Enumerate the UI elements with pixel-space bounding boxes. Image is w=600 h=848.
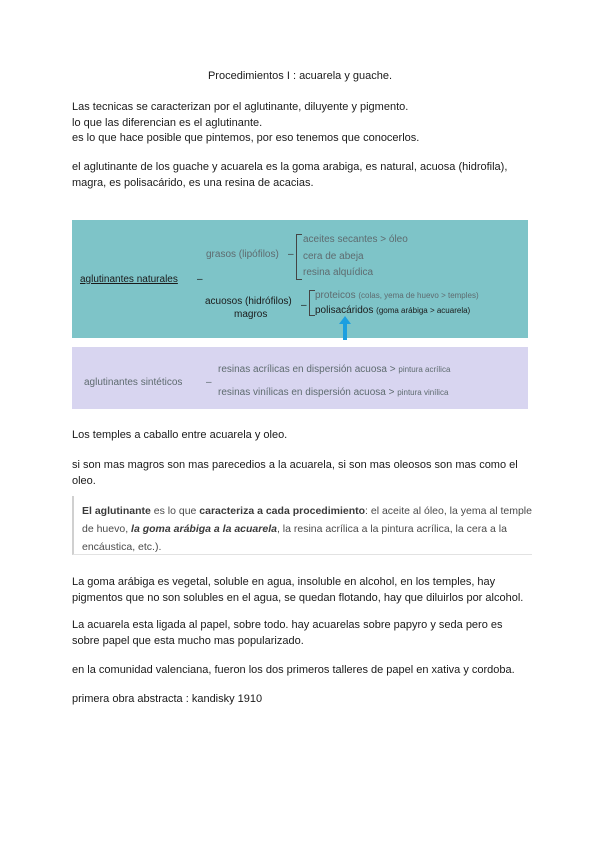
text-line: lo que las diferencian es el aglutinante.: [72, 116, 263, 129]
quote-text-part: , la resina acrílica a la pintura acrílica, la cera a la encáustica, etc.).: [82, 523, 507, 553]
dash: –: [206, 377, 212, 388]
quote-box: [72, 496, 532, 555]
synthetic-item-note: pintura acrílica: [398, 365, 451, 374]
quote-text-part: : el aceite al óleo, la yema al temple de huevo,: [82, 505, 532, 535]
magros-paragraph: [72, 458, 532, 489]
grasos-label: grasos (lipófilos): [206, 249, 279, 260]
grasos-bracket: [296, 234, 302, 280]
synthetic-item: resinas vinílicas en dispersión acuosa >: [218, 387, 395, 398]
intro-paragraph: [72, 100, 532, 147]
text-line: Las tecnicas se caracterizan por el aglutinante, diluyente y pigmento.: [72, 101, 409, 113]
quote-bold: El aglutinante: [82, 505, 151, 517]
synthetic-binders-label: aglutinantes sintéticos: [84, 377, 183, 388]
dash: –: [301, 300, 307, 311]
text-line: es lo que hace posible que pintemos, por eso tenemos que conocerlos.: [72, 132, 420, 144]
quote-text: [82, 502, 532, 556]
binder-paragraph: [72, 160, 532, 191]
grasos-item: aceites secantes > óleo: [303, 234, 408, 245]
goma-paragraph: [72, 575, 532, 606]
natural-binders-label: aglutinantes naturales: [80, 274, 178, 285]
grasos-item: resina alquídica: [303, 267, 374, 278]
up-arrow-shaft: [343, 320, 347, 340]
proteicos-label: proteicos: [315, 290, 356, 301]
document-title: Procedimientos I : acuarela y guache.: [207, 70, 393, 82]
text-line: el aglutinante de los guache y acuarela es la goma arabiga, es natural, acuosa (hidrofila),: [72, 161, 508, 173]
polisacaridos-note: (goma arábiga > acuarela): [376, 306, 471, 315]
quote-bold-italic: la goma arábiga a la acuarela: [131, 523, 277, 535]
text-line: La acuarela esta ligada al papel, sobre todo. hay acuarelas sobre papyro y seda pero es: [72, 619, 503, 631]
abstracta-paragraph: primera obra abstracta : kandisky 1910: [72, 693, 263, 705]
text-line: oleo.: [72, 474, 96, 487]
quote-text-part: es lo que: [150, 505, 200, 517]
quote-bold: caracteriza a cada procedimiento: [199, 505, 366, 517]
acuarela-paragraph: [72, 618, 532, 649]
text-line: sobre papel que esta mucho mas popularizado.: [72, 634, 304, 647]
temples-paragraph: Los temples a caballo entre acuarela y oleo.: [72, 429, 288, 441]
magros-label: magros: [234, 309, 268, 320]
synthetic-item-note: pintura vinílica: [397, 388, 449, 397]
text-line: si son mas magros son mas parecedios a la acuarela, si son mas oleosos son mas como el: [72, 459, 518, 471]
valenciana-paragraph: en la comunidad valenciana, fueron los dos primeros talleres de papel en xativa y cordoba.: [72, 664, 515, 676]
grasos-item: cera de abeja: [303, 251, 364, 262]
text-line: La goma arábiga es vegetal, soluble en agua, insoluble en alcohol, en los temples, hay: [72, 576, 496, 588]
dash: –: [288, 249, 294, 260]
dash: –: [197, 274, 203, 285]
proteicos-note: (colas, yema de huevo > temples): [358, 291, 479, 300]
text-line: magra, es polisacárido, es una resina de acacias.: [72, 176, 314, 189]
text-line: pigmentos que no son solubles en el agua, se quedan flotando, hay que diluirlos por alcohol.: [72, 591, 524, 604]
polisacaridos-label: polisacáridos: [315, 305, 374, 316]
acuosos-label: acuosos (hidrófilos): [205, 296, 292, 307]
synthetic-item: resinas acrílicas en dispersión acuosa >: [218, 364, 396, 375]
